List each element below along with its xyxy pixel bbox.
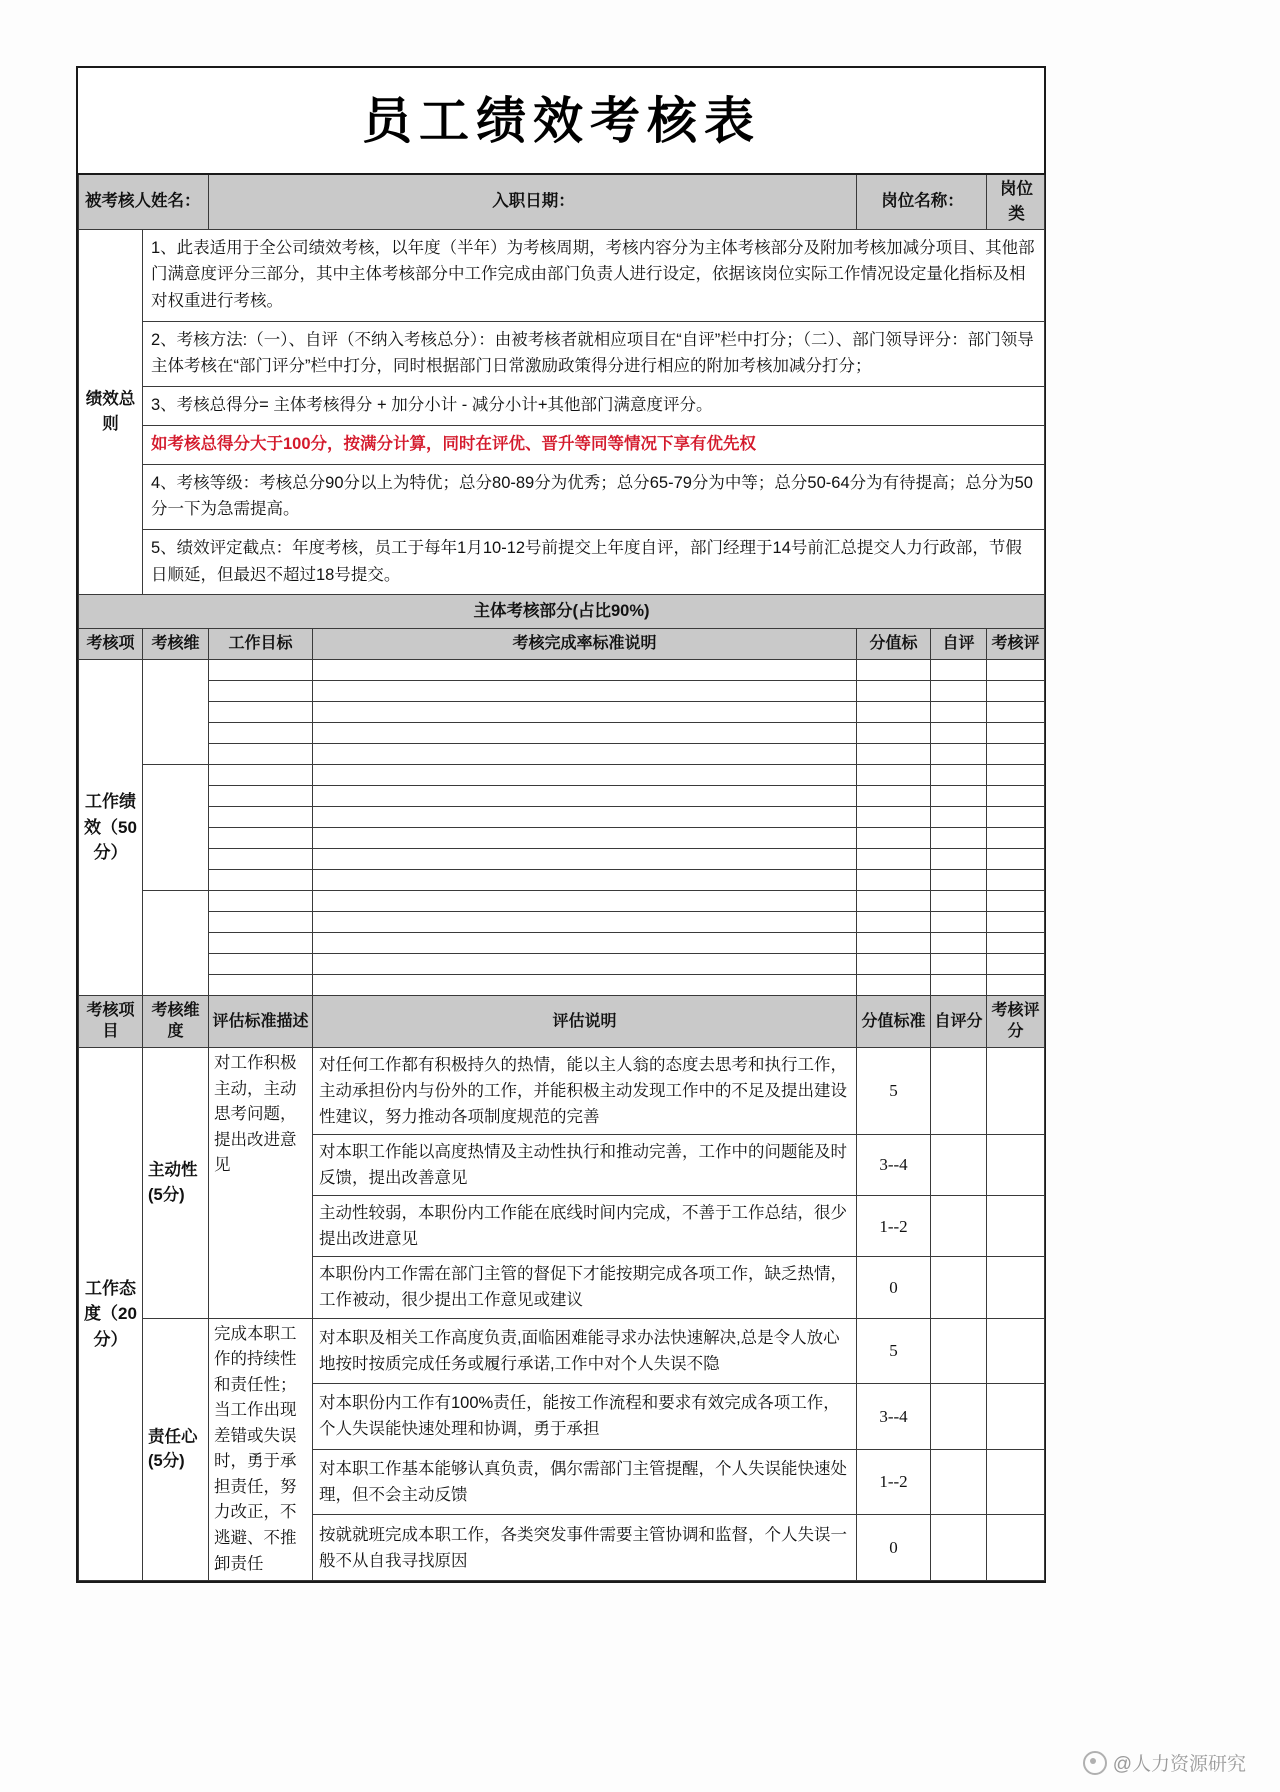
goal-input[interactable] xyxy=(209,974,313,995)
position-name-field[interactable]: 岗位名称： xyxy=(857,174,987,229)
col-self-score: 自评分 xyxy=(931,995,987,1047)
goal-input[interactable] xyxy=(209,680,313,701)
evaluation-description: 按就就班完成本职工作，各类突发事件需要主管协调和监督，个人失误一般不从自我寻找原因 xyxy=(313,1515,857,1581)
standard-desc-initiative: 对工作积极主动，主动思考问题，提出改进意见 xyxy=(209,1047,313,1318)
watermark xyxy=(1083,1749,1246,1776)
standard-input[interactable] xyxy=(313,680,857,701)
evaluation-form-sheet xyxy=(76,66,1046,1583)
col-assessment-dimension: 考核维度 xyxy=(143,995,209,1047)
self-score-input[interactable] xyxy=(931,1257,987,1318)
performance-category-label: 工作绩效（50分） xyxy=(79,659,143,995)
main-section-banner-row xyxy=(79,595,1045,629)
score-standard-input[interactable] xyxy=(857,785,931,806)
self-score-input[interactable] xyxy=(931,890,987,911)
attitude-category-label: 工作态度（20分） xyxy=(79,1047,143,1580)
evaluation-description: 对任何工作都有积极持久的热情，能以主人翁的态度去思考和执行工作，主动承担份内与份外的工作，并能积极主动发现工作中的不足及提出建设性建议，努力推动各项制度规范的完善 xyxy=(313,1047,857,1134)
attitude-row xyxy=(79,1318,1045,1384)
goal-input[interactable] xyxy=(209,743,313,764)
review-score-input[interactable] xyxy=(987,764,1045,785)
review-score-input[interactable] xyxy=(987,785,1045,806)
standard-input[interactable] xyxy=(313,974,857,995)
col-review-score: 考核评 xyxy=(987,629,1045,660)
review-score-input[interactable] xyxy=(987,806,1045,827)
attitude-section-header-row xyxy=(79,995,1045,1047)
performance-blank-row xyxy=(79,848,1045,869)
score-standard-input[interactable] xyxy=(857,701,931,722)
employee-name-field[interactable]: 被考核人姓名： xyxy=(79,174,209,229)
col-assessment-dimension: 考核维 xyxy=(143,629,209,660)
standard-input[interactable] xyxy=(313,932,857,953)
position-type-field[interactable]: 岗位类 xyxy=(987,174,1045,229)
score-standard-value: 5 xyxy=(857,1318,931,1384)
col-self-score: 自评 xyxy=(931,629,987,660)
eye-icon xyxy=(1083,1751,1107,1775)
col-assessment-item: 考核项目 xyxy=(79,995,143,1047)
evaluation-description: 对本职工作基本能够认真负责，偶尔需部门主管提醒，个人失误能快速处理，但不会主动反馈 xyxy=(313,1449,857,1515)
score-standard-value: 3--4 xyxy=(857,1135,931,1196)
rule-row-1 xyxy=(79,229,1045,321)
standard-input[interactable] xyxy=(313,869,857,890)
standard-input[interactable] xyxy=(313,890,857,911)
self-score-input[interactable] xyxy=(931,1384,987,1450)
review-score-input[interactable] xyxy=(987,848,1045,869)
col-score-standard: 分值标 xyxy=(857,629,931,660)
self-score-input[interactable] xyxy=(931,1135,987,1196)
form-table xyxy=(78,68,1045,1581)
goal-input[interactable] xyxy=(209,911,313,932)
rule-item-3-note: 如考核总得分大于100分，按满分计算，同时在评优、晋升等同等情况下享有优先权 xyxy=(143,425,1045,464)
standard-input[interactable] xyxy=(313,722,857,743)
standard-input[interactable] xyxy=(313,806,857,827)
main-section-banner: 主体考核部分(占比90%) xyxy=(79,595,1045,629)
self-score-input[interactable] xyxy=(931,848,987,869)
goal-input[interactable] xyxy=(209,848,313,869)
review-score-input[interactable] xyxy=(987,659,1045,680)
review-score-input[interactable] xyxy=(987,1384,1045,1450)
self-score-input[interactable] xyxy=(931,911,987,932)
review-score-input[interactable] xyxy=(987,911,1045,932)
score-standard-value: 5 xyxy=(857,1047,931,1134)
performance-blank-row xyxy=(79,932,1045,953)
col-assessment-item: 考核项 xyxy=(79,629,143,660)
review-score-input[interactable] xyxy=(987,953,1045,974)
self-score-input[interactable] xyxy=(931,743,987,764)
rule-row-5 xyxy=(79,529,1045,594)
self-score-input[interactable] xyxy=(931,1047,987,1134)
self-score-input[interactable] xyxy=(931,869,987,890)
self-score-input[interactable] xyxy=(931,1449,987,1515)
col-standard-description: 评估标准描述 xyxy=(209,995,313,1047)
evaluation-description: 本职份内工作需在部门主管的督促下才能按期完成各项工作，缺乏热情，工作被动，很少提出工作意见或建议 xyxy=(313,1257,857,1318)
review-score-input[interactable] xyxy=(987,932,1045,953)
dimension-responsibility: 责任心(5分) xyxy=(143,1318,209,1581)
score-standard-input[interactable] xyxy=(857,890,931,911)
dimension-input-c[interactable] xyxy=(143,890,209,995)
review-score-input[interactable] xyxy=(987,1449,1045,1515)
score-standard-input[interactable] xyxy=(857,932,931,953)
self-score-input[interactable] xyxy=(931,701,987,722)
self-score-input[interactable] xyxy=(931,806,987,827)
performance-blank-row xyxy=(79,659,1045,680)
rule-item-4: 4、考核等级：考核总分90分以上为特优；总分80-89分为优秀；总分65-79分为中等；总分50-64分为有待提高；总分为50分一下为急需提高。 xyxy=(143,464,1045,529)
title-row xyxy=(79,68,1045,174)
performance-blank-row xyxy=(79,806,1045,827)
col-completion-standard: 考核完成率标准说明 xyxy=(313,629,857,660)
header-fields-row xyxy=(79,174,1045,229)
watermark-text: @人力资源研究 xyxy=(1112,1754,1246,1775)
score-standard-input[interactable] xyxy=(857,659,931,680)
review-score-input[interactable] xyxy=(987,1135,1045,1196)
review-score-input[interactable] xyxy=(987,1515,1045,1581)
review-score-input[interactable] xyxy=(987,722,1045,743)
score-standard-input[interactable] xyxy=(857,806,931,827)
standard-desc-responsibility: 完成本职工作的持续性和责任性；当工作出现差错或失误时，勇于承担责任，努力改正，不逃避、不推卸责任 xyxy=(209,1318,313,1581)
goal-input[interactable] xyxy=(209,785,313,806)
performance-blank-row xyxy=(79,722,1045,743)
col-score-standard: 分值标准 xyxy=(857,995,931,1047)
goal-input[interactable] xyxy=(209,827,313,848)
self-score-input[interactable] xyxy=(931,659,987,680)
self-score-input[interactable] xyxy=(931,1515,987,1581)
standard-input[interactable] xyxy=(313,911,857,932)
standard-input[interactable] xyxy=(313,827,857,848)
review-score-input[interactable] xyxy=(987,827,1045,848)
goal-input[interactable] xyxy=(209,932,313,953)
rule-row-3-note xyxy=(79,425,1045,464)
hire-date-field[interactable]: 入职日期： xyxy=(209,174,857,229)
review-score-input[interactable] xyxy=(987,743,1045,764)
goal-input[interactable] xyxy=(209,806,313,827)
rule-item-5: 5、绩效评定截点：年度考核，员工于每年1月10-12号前提交上年度自评，部门经理于14号前汇总提交人力行政部，节假日顺延，但最迟不超过18号提交。 xyxy=(143,529,1045,594)
col-work-goal: 工作目标 xyxy=(209,629,313,660)
dimension-input-a[interactable] xyxy=(143,659,209,764)
standard-input[interactable] xyxy=(313,701,857,722)
evaluation-description: 主动性较弱，本职份内工作能在底线时间内完成，不善于工作总结，很少提出改进意见 xyxy=(313,1196,857,1257)
review-score-input[interactable] xyxy=(987,974,1045,995)
score-standard-input[interactable] xyxy=(857,743,931,764)
review-score-input[interactable] xyxy=(987,680,1045,701)
goal-input[interactable] xyxy=(209,722,313,743)
self-score-input[interactable] xyxy=(931,764,987,785)
self-score-input[interactable] xyxy=(931,953,987,974)
score-standard-value: 1--2 xyxy=(857,1449,931,1515)
score-standard-input[interactable] xyxy=(857,827,931,848)
col-review-score: 考核评分 xyxy=(987,995,1045,1047)
score-standard-value: 3--4 xyxy=(857,1384,931,1450)
main-section-header-row xyxy=(79,629,1045,660)
review-score-input[interactable] xyxy=(987,1318,1045,1384)
performance-blank-row xyxy=(79,974,1045,995)
dimension-input-b[interactable] xyxy=(143,764,209,890)
standard-input[interactable] xyxy=(313,785,857,806)
rule-row-2 xyxy=(79,321,1045,386)
attitude-row xyxy=(79,1047,1045,1134)
standard-input[interactable] xyxy=(313,953,857,974)
page-title: 员工绩效考核表 xyxy=(79,68,1045,174)
score-standard-value: 1--2 xyxy=(857,1196,931,1257)
performance-blank-row xyxy=(79,680,1045,701)
performance-blank-row xyxy=(79,764,1045,785)
goal-input[interactable] xyxy=(209,869,313,890)
goal-input[interactable] xyxy=(209,890,313,911)
col-evaluation-description: 评估说明 xyxy=(313,995,857,1047)
score-standard-input[interactable] xyxy=(857,848,931,869)
rule-item-3: 3、考核总得分= 主体考核得分 + 加分小计 - 减分小计+其他部门满意度评分。 xyxy=(143,387,1045,426)
performance-blank-row xyxy=(79,953,1045,974)
review-score-input[interactable] xyxy=(987,701,1045,722)
score-standard-input[interactable] xyxy=(857,974,931,995)
standard-input[interactable] xyxy=(313,659,857,680)
self-score-input[interactable] xyxy=(931,680,987,701)
self-score-input[interactable] xyxy=(931,827,987,848)
performance-blank-row xyxy=(79,827,1045,848)
rule-row-3 xyxy=(79,387,1045,426)
self-score-input[interactable] xyxy=(931,1196,987,1257)
rules-side-label: 绩效总则 xyxy=(79,229,143,595)
review-score-input[interactable] xyxy=(987,1047,1045,1134)
score-standard-input[interactable] xyxy=(857,953,931,974)
score-standard-input[interactable] xyxy=(857,911,931,932)
evaluation-description: 对本职份内工作有100%责任，能按工作流程和要求有效完成各项工作，个人失误能快速处理和协调，勇于承担 xyxy=(313,1384,857,1450)
self-score-input[interactable] xyxy=(931,932,987,953)
performance-blank-row xyxy=(79,701,1045,722)
score-standard-input[interactable] xyxy=(857,722,931,743)
self-score-input[interactable] xyxy=(931,722,987,743)
self-score-input[interactable] xyxy=(931,785,987,806)
self-score-input[interactable] xyxy=(931,974,987,995)
evaluation-description: 对本职工作能以高度热情及主动性执行和推动完善，工作中的问题能及时反馈，提出改善意见 xyxy=(313,1135,857,1196)
review-score-input[interactable] xyxy=(987,1196,1045,1257)
goal-input[interactable] xyxy=(209,764,313,785)
self-score-input[interactable] xyxy=(931,1318,987,1384)
score-standard-input[interactable] xyxy=(857,869,931,890)
standard-input[interactable] xyxy=(313,848,857,869)
goal-input[interactable] xyxy=(209,659,313,680)
review-score-input[interactable] xyxy=(987,1257,1045,1318)
score-standard-input[interactable] xyxy=(857,680,931,701)
performance-blank-row xyxy=(79,869,1045,890)
performance-blank-row xyxy=(79,743,1045,764)
score-standard-value: 0 xyxy=(857,1515,931,1581)
evaluation-description: 对本职及相关工作高度负责,面临困难能寻求办法快速解决,总是令人放心地按时按质完成任务或履行承诺,工作中对个人失误不隐 xyxy=(313,1318,857,1384)
standard-input[interactable] xyxy=(313,764,857,785)
rule-item-1: 1、此表适用于全公司绩效考核，以年度（半年）为考核周期，考核内容分为主体考核部分及附加考核加减分项目、其他部门满意度评分三部分，其中主体考核部分中工作完成由部门负责人进行设定，依据该岗位实际工作情况设定量化指标及相对权重进行考核。 xyxy=(143,229,1045,321)
review-score-input[interactable] xyxy=(987,869,1045,890)
rule-row-4 xyxy=(79,464,1045,529)
performance-blank-row xyxy=(79,890,1045,911)
performance-blank-row xyxy=(79,785,1045,806)
goal-input[interactable] xyxy=(209,701,313,722)
dimension-initiative: 主动性(5分) xyxy=(143,1047,209,1318)
review-score-input[interactable] xyxy=(987,890,1045,911)
standard-input[interactable] xyxy=(313,743,857,764)
performance-blank-row xyxy=(79,911,1045,932)
rule-item-2: 2、考核方法:（一）、自评（不纳入考核总分）：由被考核者就相应项目在“自评”栏中打分；（二）、部门领导评分：部门领导主体考核在“部门评分”栏中打分，同时根据部门日常激励政策得分进行相应的附加考核加减分打分； xyxy=(143,321,1045,386)
goal-input[interactable] xyxy=(209,953,313,974)
score-standard-value: 0 xyxy=(857,1257,931,1318)
score-standard-input[interactable] xyxy=(857,764,931,785)
